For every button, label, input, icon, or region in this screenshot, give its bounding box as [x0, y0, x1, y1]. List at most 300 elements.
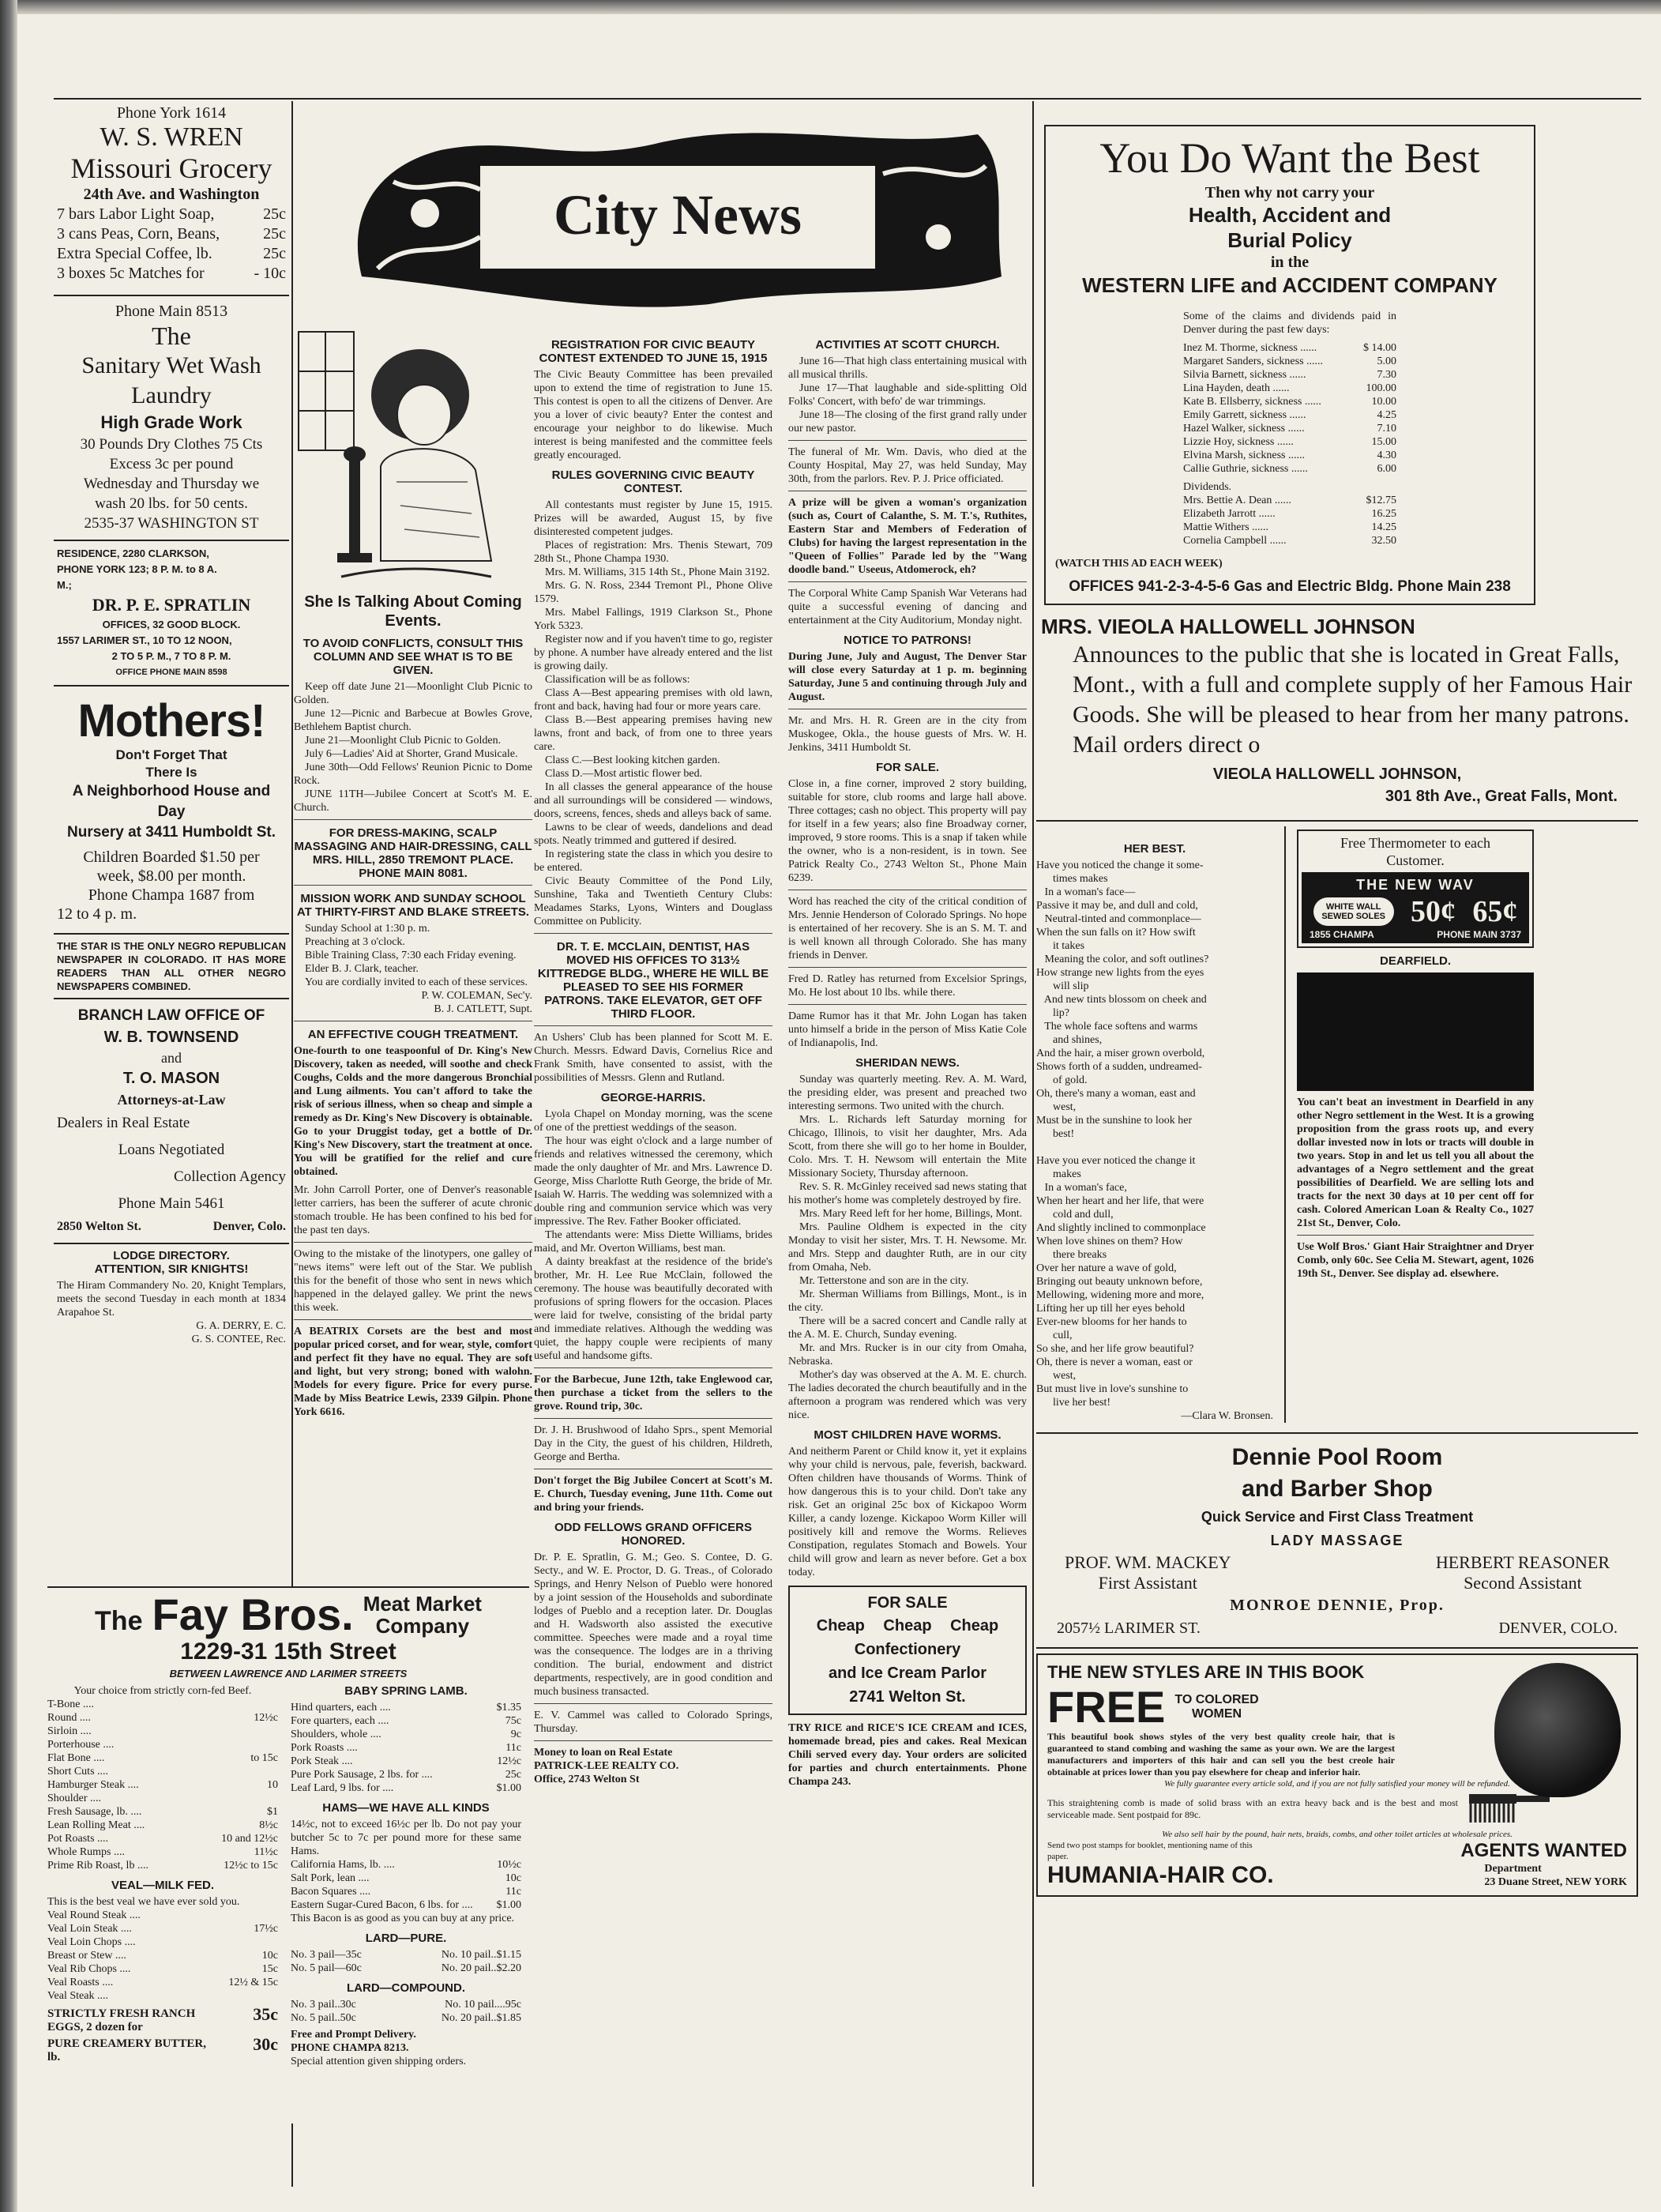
mission-line: Elder B. J. Clark, teacher. [305, 963, 419, 975]
lodge-signature: G. S. CONTEE, Rec. [191, 1334, 286, 1345]
laundry-line: 30 Pounds Dry Clothes 75 Cts [80, 436, 263, 453]
rule-item: Mrs. M. Williams, 315 14th St., Phone Main 3192. [545, 566, 770, 578]
mission-signature: B. J. CATLETT, Supt. [434, 1003, 532, 1015]
sheridan-title: SHERIDAN NEWS. [855, 1056, 960, 1070]
poem-line: How strange new lights from the eyes [1036, 967, 1204, 979]
dividend-row: Cornelia Campbell ...... 32.50 [1183, 535, 1396, 547]
johnson-name: MRS. VIEOLA HALLOWELL JOHNSON [1041, 615, 1415, 638]
price-row: Veal Loin Chops .... [47, 1936, 136, 1948]
confect-line: 2741 Welton St. [849, 1688, 966, 1706]
dennie-line: Quick Service and First Class Treatment [1201, 1509, 1474, 1525]
green-item: Mr. and Mrs. H. R. Green are in the city from Muskogee, Okla., the house guests of Mrs. W. H. Jenkins, 3411 Humboldt St. [788, 715, 1027, 754]
right-mini-column [1297, 826, 1534, 1423]
poem-line: The whole face softens and warms [1036, 1021, 1198, 1033]
confectionery-ad [788, 1586, 1027, 1715]
divider [54, 295, 289, 296]
divider [534, 1367, 772, 1368]
corporal-item: The Corporal White Camp Spanish War Veterans had quite a successful evening of dancing and entertainment at the City Auditorium, Monday night. [788, 588, 1027, 626]
lodge-title: ATTENTION, SIR KNIGHTS! [94, 1262, 249, 1276]
wedding-paragraph: Lyola Chapel on Monday morning, was the scene of one of the prettiest weddings of the season. [534, 1108, 772, 1134]
brushwood-item: Dr. J. H. Brushwood of Idaho Sprs., spent Memorial Day in the City, the guest of his children, Hildreth, George and Bertha. [534, 1424, 772, 1463]
column-4 [788, 338, 1027, 2116]
ushers-item: An Ushers' Club has been planned for Scott M. E. Church. Messrs. Edward Davis, Cornelius Rice and Frank Smith, have consented to assist, with the possibilities of Messrs. Glenn and Rutland. [534, 1032, 772, 1084]
dearfield-photo [1297, 972, 1534, 1091]
event-item: June 12—Picnic and Barbecue at Bowles Grove, Bethlehem Baptist church. [294, 708, 532, 733]
divider [534, 933, 772, 934]
dennie-prop: MONROE DENNIE, Prop. [1230, 1597, 1445, 1614]
event-item: June 30th—Odd Fellows' Reunion Picnic to Dome Rock. [294, 762, 532, 787]
poem-line: makes [1036, 1168, 1081, 1180]
dennie-address: 2057½ LARIMER ST. DENVER, COLO. [1057, 1620, 1618, 1637]
prize-item: A prize will be given a woman's organization (such as, Court of Calanthe, S. M. T.'s, Ruthites, Eastern Star and Members of Federation of Clubs) for having the largest representation in the "Queen of Follies" Parade led by the "Wang doodle band." Useeus, Atdomerock, eh? [788, 497, 1027, 576]
price-row: Veal Round Steak .... [47, 1909, 141, 1921]
fay-delivery: Free and Prompt Delivery. [291, 2029, 416, 2041]
column-5 [1036, 125, 1638, 2116]
price-row: Veal Steak .... [47, 1990, 108, 2002]
spratlin-line: PHONE YORK 123; 8 P. M. to 8 A. [57, 563, 217, 575]
claim-row: Lina Hayden, death ...... 100.00 [1183, 382, 1396, 394]
fay-the: The [95, 1606, 143, 1636]
wav-address: 1855 CHAMPA [1310, 929, 1374, 940]
poem-line: and shines, [1036, 1034, 1103, 1046]
lodge-body: The Hiram Commandery No. 20, Knight Templars, meets the second Tuesday in each month at 1834 Arapahoe St. [57, 1280, 286, 1319]
thermo-line: Customer. [1386, 852, 1445, 868]
registration-title: REGISTRATION FOR CIVIC BEAUTY CONTEST EXTENDED TO JUNE 15, 1915 [539, 338, 768, 365]
western-dividends [1183, 494, 1396, 547]
shoe-sole-icon: WHITE WALL SEWED SOLES [1313, 897, 1394, 926]
henderson-item: Word has reached the city of the critical condition of Mrs. Jennie Henderson of Colorado Springs. No hope is entertained of her recovery. She is an S. M. T. and is well known all through Colorado. She has many friends in Denver. [788, 896, 1027, 961]
johnson-ad [1036, 605, 1638, 815]
price-row: Breast or Stew .... 10c [47, 1950, 278, 1962]
poem-line: Mellowing, widening more and more, [1036, 1289, 1204, 1301]
price-row: Pork Roasts .... 11c [291, 1742, 521, 1754]
dennie-ad [1036, 1439, 1638, 1642]
poem-line [1036, 1141, 1273, 1154]
sheridan-item: Mrs. Mary Reed left for her home, Billings, Mont. [799, 1208, 1023, 1220]
fay-veal-intro: This is the best veal we have ever sold you. [47, 1896, 240, 1908]
poem-line: Lifting her up till her eyes behold [1036, 1303, 1186, 1315]
confect-line: Confectionery [854, 1641, 961, 1658]
fay-left-column [47, 1684, 278, 2068]
laundry-line: Excess 3c per pound [109, 456, 234, 472]
humania-women: WOMEN [1191, 1707, 1242, 1721]
fay-phone: PHONE CHAMPA 8213. [291, 2042, 409, 2054]
sheridan-item: Mr. Tetterstone and son are in the city. [799, 1275, 969, 1287]
law-line: T. O. MASON [122, 1070, 220, 1087]
events-list [294, 680, 532, 814]
claim-row: Kate B. Ellsberry, sickness ...... 10.00 [1183, 396, 1396, 408]
spratlin-name: DR. P. E. SPRATLIN [92, 595, 251, 615]
wedding-paragraph: The attendants were: Miss Diette Williams, brides maid, and Mr. Overton Williams, best man. [534, 1229, 772, 1255]
dearfield-body: You can't beat an investment in Dearfield in any other Negro settlement in the West. It is a growing proposition from the grass roots up, and every dollar invested now in lots or tracts will double in two years. Stop in and let us tell you all about the advantages of a Negro settlement and the great possibilities of Dearfield. We are selling lots and tracts for the next 30 days at 10 per cent off for cash. Colored American Loan & Realty Co., 1027 21st St., Denver, Colo. [1297, 1097, 1534, 1229]
mcclain-notice: DR. T. E. MCCLAIN, DENTIST, HAS MOVED HIS OFFICES TO 313½ KITTREDGE BLDG., WHERE HE WILL BE PLEASED TO SEE HIS FORMER PATRONS. TAKE ELEVATOR, GET OFF THIRD FLOOR. [537, 940, 769, 1021]
poem-line: So she, and her life grow beautiful? [1036, 1343, 1194, 1355]
price-row: Pure Pork Sausage, 2 lbs. for .... 25c [291, 1769, 521, 1781]
law-line: Attorneys-at-Law [117, 1092, 226, 1108]
dividend-row: Mrs. Bettie A. Dean ...... $12.75 [1183, 495, 1396, 506]
telephone-illustration [294, 324, 532, 592]
laundry-tag: High Grade Work [100, 412, 242, 432]
price-row: Hamburger Steak .... 10 [47, 1779, 278, 1791]
lodge-title: LODGE DIRECTORY. [113, 1249, 230, 1262]
rule-item: Register now and if you haven't time to go, register by phone. A number have already entered and the list is growing daily. [534, 634, 772, 672]
fay-hams-text: 14½c, not to exceed 16½c per lb. Do not pay your butcher 5c to 7c per pound more for these same Hams. [291, 1819, 521, 1857]
poem-line: times makes [1036, 873, 1108, 885]
law-line: Collection Agency [174, 1168, 286, 1185]
price-row: T-Bone .... [47, 1698, 94, 1710]
spratlin-line: OFFICES, 32 GOOD BLOCK. [102, 619, 241, 630]
city-news-banner [330, 118, 1025, 316]
star-notice: THE STAR IS THE ONLY NEGRO REPUBLICAN NEWSPAPER IN COLORADO. IT HAS MORE READERS THAN ALL OTHER NEGRO NEWSPAPERS COMBINED. [57, 940, 286, 992]
rule-item: In all classes the general appearance of the house and all surroundings will be considered — windows, doors, screens, fences, sheds and alleys back of same. [534, 781, 772, 820]
fay-compound-list [291, 1998, 521, 2025]
humania-dept: Department [1484, 1863, 1542, 1875]
poem-line: cull, [1036, 1330, 1073, 1341]
price-row: Lean Rolling Meat .... 8½c [47, 1819, 278, 1831]
rule-item: Classification will be as follows: [545, 674, 690, 686]
rule-item: All contestants must register by June 15, 1915. Prizes will be awarded, August 15, by five disinterested competent judges. [534, 499, 772, 538]
sheridan-item: Mr. and Mrs. Rucker is in our city from Omaha, Nebraska. [788, 1342, 1027, 1367]
price-row: Veal Rib Chops .... 15c [47, 1963, 278, 1975]
wav-price: 65¢ [1472, 895, 1518, 928]
woman-telephone-icon [294, 324, 531, 592]
western-line: in the [1270, 254, 1310, 271]
poem-line: Meaning the color, and soft outlines? [1036, 954, 1209, 965]
ratley-item: Fred D. Ratley has returned from Excelsior Springs, Mo. He lost about 10 lbs. while there. [788, 973, 1027, 999]
fay-subtitle: Meat Market [363, 1592, 482, 1616]
lodge-signature: G. A. DERRY, E. C. [196, 1320, 286, 1332]
treatment-body: One-fourth to one teaspoonful of Dr. King's New Discovery, taken as needed, will soothe and check Coughs, Colds and the more dangerous Bronchial and Lung ailments. You can't afford to take the risk of serious illness, when so cheap and simple a remedy as Dr. King's New Discovery is obtainable. Go to your Druggist today, get a bottle of Dr. King's New Discovery, start the treatment at once. You will be gratified for the relief and cure obtained. [294, 1045, 532, 1178]
hair-bun-icon [1494, 1663, 1621, 1797]
divider [294, 1319, 532, 1320]
scott-item: June 16—That high class entertaining musical with all musical thrills. [788, 356, 1027, 381]
poem-line: west, [1036, 1101, 1077, 1113]
price-row: Round .... 12½c [47, 1712, 278, 1724]
divider [534, 1740, 772, 1741]
fay-compound-title: LARD—COMPOUND. [347, 1981, 465, 1995]
poem-line: there breaks [1036, 1249, 1107, 1261]
divider [534, 1025, 772, 1026]
mothers-line: week, $8.00 per month. [96, 867, 246, 885]
funeral-item: The funeral of Mr. Wm. Davis, who died at the County Hospital, May 27, was held Sunday, May 30th, from the parlors. Rev. P. J. Price officiated. [788, 446, 1027, 485]
george-harris-title: GEORGE-HARRIS. [600, 1091, 706, 1104]
poem-line: When love shines on them? How [1036, 1236, 1183, 1247]
fay-lard-list [291, 1948, 521, 1975]
price-row: No. 3 pail—35c No. 10 pail..$1.15 [291, 1949, 521, 1961]
law-address-row: 2850 Welton St. Denver, Colo. [57, 1220, 286, 1233]
column-rule [1284, 826, 1286, 1423]
dividend-row: Elizabeth Jarrott ...... 16.25 [1183, 508, 1396, 520]
price-row: Prime Rib Roast, lb .... 12½c to 15c [47, 1860, 278, 1872]
wedding-paragraph: The hour was eight o'clock and a large number of friends and relatives witnessed the ceremony, which made the only daughter of Mr. and Mrs. Lawrence D. George, Miss Charlotte Ruth George, the bride of Mr. Isaiah W. Harris. The wedding was solemnized with a double ring and communion service which was very impressive. The Rev. Father Booker officiated. [534, 1135, 772, 1228]
mothers-line: Phone Champa 1687 from [88, 886, 255, 904]
wav-phone: PHONE MAIN 3737 [1437, 929, 1521, 940]
divider [788, 440, 1027, 441]
poem-title: HER BEST. [1123, 842, 1186, 856]
mothers-line: A Neighborhood House and Day [72, 783, 271, 820]
poem-line: Shows forth of a sudden, undreamed- [1036, 1061, 1202, 1073]
law-line: and [161, 1050, 182, 1066]
price-row: Flat Bone .... to 15c [47, 1752, 278, 1764]
price-row: Shoulders, whole .... 9c [291, 1729, 521, 1740]
humania-send: Send two post stamps for booklet, mentioning name of this paper. [1047, 1841, 1253, 1861]
lodge-directory [54, 1249, 289, 1346]
event-item: Keep off date June 21—Moonlight Club Picnic to Golden. [294, 681, 532, 706]
rice-ad: TRY RICE and RICE'S ICE CREAM and ICES, homemade bread, pies and cakes. Real Mexican Chili served every day. Your orders are solicited for parties and church entertainments. Phone Champa 243. [788, 1722, 1027, 1788]
wren-grocery-ad [54, 101, 289, 290]
humania-comb: This straightening comb is made of solid brass with an extra heavy back and is the best and most serviceable made. Sent postpaid for 89c. [1047, 1797, 1458, 1820]
price-row: Whole Rumps .... 11½c [47, 1846, 278, 1858]
price-row: Leaf Lard, 9 lbs. for .... $1.00 [291, 1782, 521, 1794]
divider [54, 685, 289, 687]
claim-row: Margaret Sanders, sickness ...... 5.00 [1183, 356, 1396, 367]
humania-to: TO COLORED [1174, 1693, 1259, 1706]
humania-guarantee: We fully guarantee every article sold, and if you are not fully satisfied your money will be refunded. [1164, 1779, 1510, 1789]
dennie-line: Dennie Pool Room [1231, 1444, 1443, 1470]
sale-title: FOR SALE. [875, 761, 939, 774]
humania-address: 23 Duane Street, NEW YORK [1484, 1876, 1627, 1888]
poem-line: cold and dull, [1036, 1209, 1114, 1221]
loan-line: Office, 2743 Welton St [534, 1774, 640, 1785]
price-row: Hind quarters, each .... $1.35 [291, 1702, 521, 1714]
western-title: You Do Want the Best [1099, 134, 1480, 182]
price-row: Extra Special Coffee, lb. 25c [57, 245, 286, 262]
laundry-phone: Phone Main 8513 [115, 303, 228, 320]
city-news-title: City News [554, 183, 802, 246]
rumor-item: Dame Rumor has it that Mr. John Logan has taken unto himself a bride in the person of Miss Katie Cole of Indianapolis, Ind. [788, 1010, 1027, 1049]
western-intro: Some of the claims and dividends paid in Denver during the past few days: [1183, 310, 1396, 336]
divider [54, 998, 289, 999]
mission-title: MISSION WORK AND SUNDAY SCHOOL AT THIRTY-FIRST AND BLAKE STREETS. [296, 892, 530, 919]
dennie-line: and Barber Shop [1242, 1476, 1433, 1502]
price-row: Veal Loin Steak .... 17½c [47, 1923, 278, 1935]
wedding-paragraph: A dainty breakfast at the residence of the bride's brother, Mr. H. Lee Rue McClain, followed the ceremony. The house was beautifully decorated with profusions of spring flowers for the occasion. Places were laid for twelve, consisting of the bridal party and immediate relatives. Although the wedding was quiet, the happy couple were recipients of many useful and handsome gifts. [534, 1256, 772, 1362]
claim-row: Emily Garrett, sickness ...... 4.25 [1183, 409, 1396, 421]
poem-line: will slip [1036, 980, 1089, 992]
price-row: Pot Roasts .... 10 and 12½c [47, 1833, 278, 1845]
divider [54, 540, 289, 541]
scott-list [788, 355, 1027, 435]
fay-shipping: Special attention given shipping orders. [291, 2056, 467, 2067]
price-row: 7 bars Labor Light Soap, 25c [57, 205, 286, 223]
scott-title: ACTIVITIES AT SCOTT CHURCH. [815, 338, 1000, 352]
barbecue-item: For the Barbecue, June 12th, take Englewood car, then purchase a ticket from the sellers to the grove. Round trip, 30c. [534, 1374, 772, 1413]
fay-bros-ad [47, 1586, 529, 2124]
fay-lamb-title: BABY SPRING LAMB. [344, 1684, 468, 1698]
laundry-address: 2535-37 WASHINGTON ST [84, 515, 259, 532]
odd-fellows-body: Dr. P. E. Spratlin, G. M.; Geo. S. Contee, D. G. Secty., and W. E. Proctor, D. G. Treas., of Colorado Springs, and Henry Nelson of Pueblo were honored by a joint session of the Households and subordinate lodges of Pueblo and a reception later. Dr. Douglas and H. Wadsworth also assisted the executive committee. Speeches were made and a royal time was the consequence. The lodges are in a thriving condition. The burial, endowment and district departments, respectively, are in good condition and much business transacted. [534, 1552, 772, 1698]
claim-row: Lizzie Hoy, sickness ...... 15.00 [1183, 436, 1396, 448]
fay-beef-list [47, 1698, 278, 1872]
johnson-body: Announces to the public that she is located in Great Falls, Mont., with a full and complete supply of her Famous Hair Goods. She will be pleased to hear from her many patrons. Mail orders direct o [1073, 641, 1633, 758]
price-row: Eastern Sugar-Cured Bacon, 6 lbs. for .... $1.00 [291, 1899, 521, 1911]
event-item: June 21—Moonlight Club Picnic to Golden. [305, 735, 502, 747]
poem-line: Must be in the sunshine to look her [1036, 1115, 1193, 1127]
spratlin-line: M.; [57, 579, 72, 591]
spratlin-line: 2 TO 5 P. M., 7 TO 8 P. M. [111, 650, 231, 662]
spratlin-card [54, 546, 289, 680]
sheridan-item: Rev. S. R. McGinley received sad news stating that his mother's home was completely destroyed by fire. [788, 1181, 1027, 1206]
column-rule [1032, 101, 1034, 2187]
worms-body: And neitherm Parent or Child know it, yet it explains why your child is nervous, pale, feverish, backward. Often children have thousands of Worms. Think of how dangerous this is to your child. Don't take any risk. Get an original 25c box of Kickapoo Worm Killer, a candy lozenge. Kickapoo Worm Killer will positively kill and remove the Worms. Relieves Constipation, regulates Stomach and Bowels. Your child will grow and learn as never before. Get a box today. [788, 1446, 1027, 1578]
rule-item: Civic Beauty Committee of the Pond Lily, Sunshine, Taka and Twentieth Century Clubs: Meadames Starks, Lyons, Winters and Douglass Committee on Publicity. [534, 875, 772, 927]
column-3 [534, 338, 772, 2116]
loan-line: PATRICK-LEE REALTY CO. [534, 1760, 679, 1772]
divider [1036, 1432, 1638, 1434]
rule-item: Class B.—Best appearing premises having new lawns, front and back, of from one to three years care. [534, 714, 772, 753]
price-row: 3 boxes 5c Matches for - 10c [57, 265, 286, 282]
rule-item: Lawns to be clear of weeds, dandelions and dead spots. Neatly trimmed and guttered if desired. [534, 822, 772, 847]
humania-title: THE NEW STYLES ARE IN THIS BOOK [1047, 1662, 1365, 1682]
western-line: Then why not carry your [1204, 184, 1375, 201]
poem-line: And slightly inclined to commonplace [1036, 1222, 1206, 1234]
fay-between: BETWEEN LAWRENCE AND LARIMER STREETS [169, 1668, 408, 1680]
humania-free: FREE [1047, 1682, 1166, 1732]
divider [534, 1418, 772, 1419]
registration-body: The Civic Beauty Committee has been prevailed upon to extend the time of registration to June 15. This contest is open to all the citizens of Denver. Are you a lover of civic beauty? Enter the contest and encourage your neighbor to do likewise. Much interest is being manifested and the committee feels greatly encouraged. [534, 369, 772, 461]
claim-row: Hazel Walker, sickness ...... 7.10 [1183, 423, 1396, 434]
rule-item: Class C.—Best looking kitchen garden. [545, 754, 720, 766]
sheridan-item: Mr. Sherman Williams from Billings, Mont., is in the city. [788, 1288, 1027, 1314]
confect-line: Cheap Cheap Cheap [816, 1617, 999, 1635]
laundry-name: Sanitary Wet Wash [81, 352, 261, 378]
notice-title: NOTICE TO PATRONS! [844, 634, 971, 647]
fay-veal-list [47, 1909, 278, 2003]
poem-line: Oh, there is never a woman, east or [1036, 1356, 1193, 1368]
western-claims [1183, 341, 1396, 476]
mistake-item: Owing to the mistake of the linotypers, one galley of "news items" were left out of the Star. We publish this for the benefit of those who sent in news which happened in the delayed galley. We print the news this week. [294, 1248, 532, 1314]
poem-line: Neutral-tinted and commonplace— [1036, 913, 1201, 925]
fay-eggs: STRICTLY FRESH RANCH EGGS, 2 dozen for 35c [47, 2004, 278, 2033]
poem-line: When her heart and her life, that were [1036, 1195, 1204, 1207]
price-row: No. 5 pail—60c No. 20 pail..$2.20 [291, 1962, 521, 1974]
column-2 [294, 324, 532, 1580]
price-row: Short Cuts .... [47, 1766, 109, 1778]
poem-line: west, [1036, 1370, 1077, 1382]
poem-line: And new tints blossom on cheek and [1036, 994, 1207, 1006]
price-row: Sirloin .... [47, 1725, 92, 1737]
western-dividends-title: Dividends. [1183, 481, 1232, 493]
rule-item: Mrs. G. N. Ross, 2344 Tremont Pl., Phone Olive 1579. [534, 580, 772, 605]
divider [1297, 1235, 1534, 1236]
western-line: Health, Accident and [1188, 203, 1392, 227]
price-row: 3 cans Peas, Corn, Beans, 25c [57, 225, 286, 243]
fay-butter: PURE CREAMERY BUTTER, lb. 30c [47, 2034, 278, 2063]
rules-title: RULES GOVERNING CIVIC BEAUTY CONTEST. [551, 468, 755, 495]
sheridan-item: There will be a sacred concert and Candle rally at the A. M. E. Church, Sunday evening. [788, 1315, 1027, 1341]
porter-item: Mr. John Carroll Porter, one of Denver's reasonable letter carriers, has been the sufferer of acute chronic stomach trouble. He has been confined to his bed for the past ten days. [294, 1184, 532, 1236]
confect-title: FOR SALE [867, 1594, 948, 1612]
poem-line: Ever-new blooms for her hands to [1036, 1316, 1187, 1328]
dearfield-title: DEARFIELD. [1380, 954, 1451, 968]
poem-line: of gold. [1036, 1074, 1088, 1086]
fay-veal-title: VEAL—MILK FED. [111, 1879, 214, 1892]
george-harris-body [534, 1108, 772, 1363]
mothers-line: There Is [145, 765, 197, 780]
humania-agents: AGENTS WANTED [1460, 1840, 1627, 1861]
divider [294, 819, 532, 820]
law-line: Dealers in Real Estate [57, 1115, 190, 1131]
law-line: W. B. TOWNSEND [103, 1029, 239, 1046]
sheridan-item: Mrs. Pauline Oldhem is expected in the city Monday to visit her sister, Mrs. T. H. Newsome. Mr. and Mrs. Stepp and daughter Ruth, are in our city from Omaha, Neb. [788, 1221, 1027, 1273]
poem-line: Oh, there's many a woman, east and [1036, 1088, 1196, 1100]
claim-row: Inez M. Thorme, sickness ...... $ 14.00 [1183, 342, 1396, 354]
scott-item: June 17—That laughable and side-splitting Old Folks' Concert, with befo' de war trimmings. [788, 382, 1027, 408]
talking-intro: TO AVOID CONFLICTS, CONSULT THIS COLUMN AND SEE WHAT IS TO BE GIVEN. [303, 637, 524, 677]
treatment-title: AN EFFECTIVE COUGH TREATMENT. [307, 1028, 519, 1041]
fay-name: Fay Bros. [152, 1589, 354, 1639]
divider [294, 1242, 532, 1243]
laundry-ad [54, 301, 289, 535]
price-row: Fore quarters, each .... 75c [291, 1715, 521, 1727]
beatrix-item: A BEATRIX Corsets are the best and most popular priced corset, and for wear, style, comfort and perfect fit they have no equal. They are soft and light, but very strong; boned with walohn. Models for every figure. Price for every purse. Made by Miss Beatrice Lewis, 2339 Gilpin. Phone York 6616. [294, 1326, 532, 1418]
price-row: Pork Steak .... 12½c [291, 1755, 521, 1767]
sheridan-item: Sunday was quarterly meeting. Rev. A. M. Ward, the presiding elder, was present and preached two interesting sermons. Two united with the church. [788, 1074, 1027, 1112]
divider [54, 933, 289, 935]
divider [294, 885, 532, 886]
jubilee-item: Don't forget the Big Jubilee Concert at Scott's M. E. Church, Tuesday evening, June 11th. Come out and bring your friends. [534, 1475, 772, 1514]
claim-row: Callie Guthrie, sickness ...... 6.00 [1183, 463, 1396, 475]
price-row: Salt Pork, lean .... 10c [291, 1872, 521, 1884]
sale-body: Close in, a fine corner, improved 2 story building, suitable for store, club rooms and large hall above. Three cottages; cash no object. This property will pay for itself in a few years; also fine Broadway corner, improved, 9 store rooms. This is a snap if taken while the owner, who is a non-resident, is in town. See Patrick Realty Co., 2743 Welton St., Phone Main 6239. [788, 778, 1027, 884]
rule-item: Class A—Best appearing premises with old lawn, front and back, having had four or more years care. [534, 687, 772, 713]
mission-line: Bible Training Class, 7:30 each Friday evening. [305, 950, 517, 961]
dennie-staff: PROF. WM. MACKEY First Assistant HERBERT REASONER Second Assistant [1065, 1552, 1610, 1593]
top-rule [54, 98, 1641, 100]
divider [1036, 1647, 1638, 1649]
rule-item: Places of registration: Mrs. Thenis Stewart, 709 28th St., Phone Champa 1930. [534, 540, 772, 565]
mothers-line: 12 to 4 p. m. [57, 905, 137, 923]
dress-notice: FOR DRESS-MAKING, SCALP MASSAGING AND HAIR-DRESSING, CALL MRS. HILL, 2850 TREMONT PLACE. PHONE MAIN 8081. [294, 826, 532, 880]
divider [788, 1004, 1027, 1005]
price-row: No. 5 pail..50c No. 20 pail..$1.85 [291, 2012, 521, 2024]
divider [788, 967, 1027, 968]
sheridan-list [788, 1073, 1027, 1422]
fay-hams-list [291, 1858, 521, 1912]
western-line: Burial Policy [1227, 228, 1352, 252]
divider [54, 1243, 289, 1244]
johnson-signature: VIEOLA HALLOWELL JOHNSON, [1212, 766, 1462, 783]
wav-title: THE NEW WAV [1356, 877, 1475, 893]
wav-price: 50¢ [1410, 895, 1456, 928]
wav-ad [1297, 830, 1534, 948]
price-row: Veal Roasts .... 12½ & 15c [47, 1977, 278, 1988]
poem-line: And the hair, a miser grown overbold, [1036, 1048, 1205, 1059]
rule-item: In registering state the class in which you desire to be entered. [534, 848, 772, 874]
price-row: Shoulder .... [47, 1793, 102, 1804]
western-life-ad [1044, 125, 1535, 605]
price-row: Bacon Squares .... 11c [291, 1886, 521, 1898]
spratlin-line: RESIDENCE, 2280 CLARKSON, [57, 547, 209, 559]
odd-fellows-title: ODD FELLOWS GRAND OFFICERS HONORED. [554, 1521, 752, 1548]
western-offices: OFFICES 941-2-3-4-5-6 Gas and Electric Bldg. Phone Main 238 [1069, 578, 1511, 595]
law-line: BRANCH LAW OFFICE OF [77, 1007, 265, 1024]
rule-item: Class D.—Most artistic flower bed. [545, 768, 703, 780]
divider [788, 581, 1027, 582]
rules-list [534, 498, 772, 928]
laundry-line: Wednesday and Thursday we [83, 476, 260, 492]
price-row: California Hams, lb. .... 10½c [291, 1859, 521, 1871]
poem-body [1036, 859, 1273, 1409]
poem-line: Over her nature a wave of gold, [1036, 1262, 1177, 1274]
dividend-row: Mattie Withers ...... 14.25 [1183, 521, 1396, 533]
spratlin-line: 1557 LARIMER ST., 10 TO 12 NOON, [57, 634, 232, 646]
poem-line: Have you ever noticed the change it [1036, 1155, 1196, 1167]
event-item: July 6—Ladies' Aid at Shorter, Grand Musicale. [305, 748, 518, 760]
law-line: Phone Main 5461 [118, 1195, 225, 1212]
poem-line: live her best! [1036, 1397, 1111, 1409]
fay-lamb-list [291, 1701, 521, 1795]
